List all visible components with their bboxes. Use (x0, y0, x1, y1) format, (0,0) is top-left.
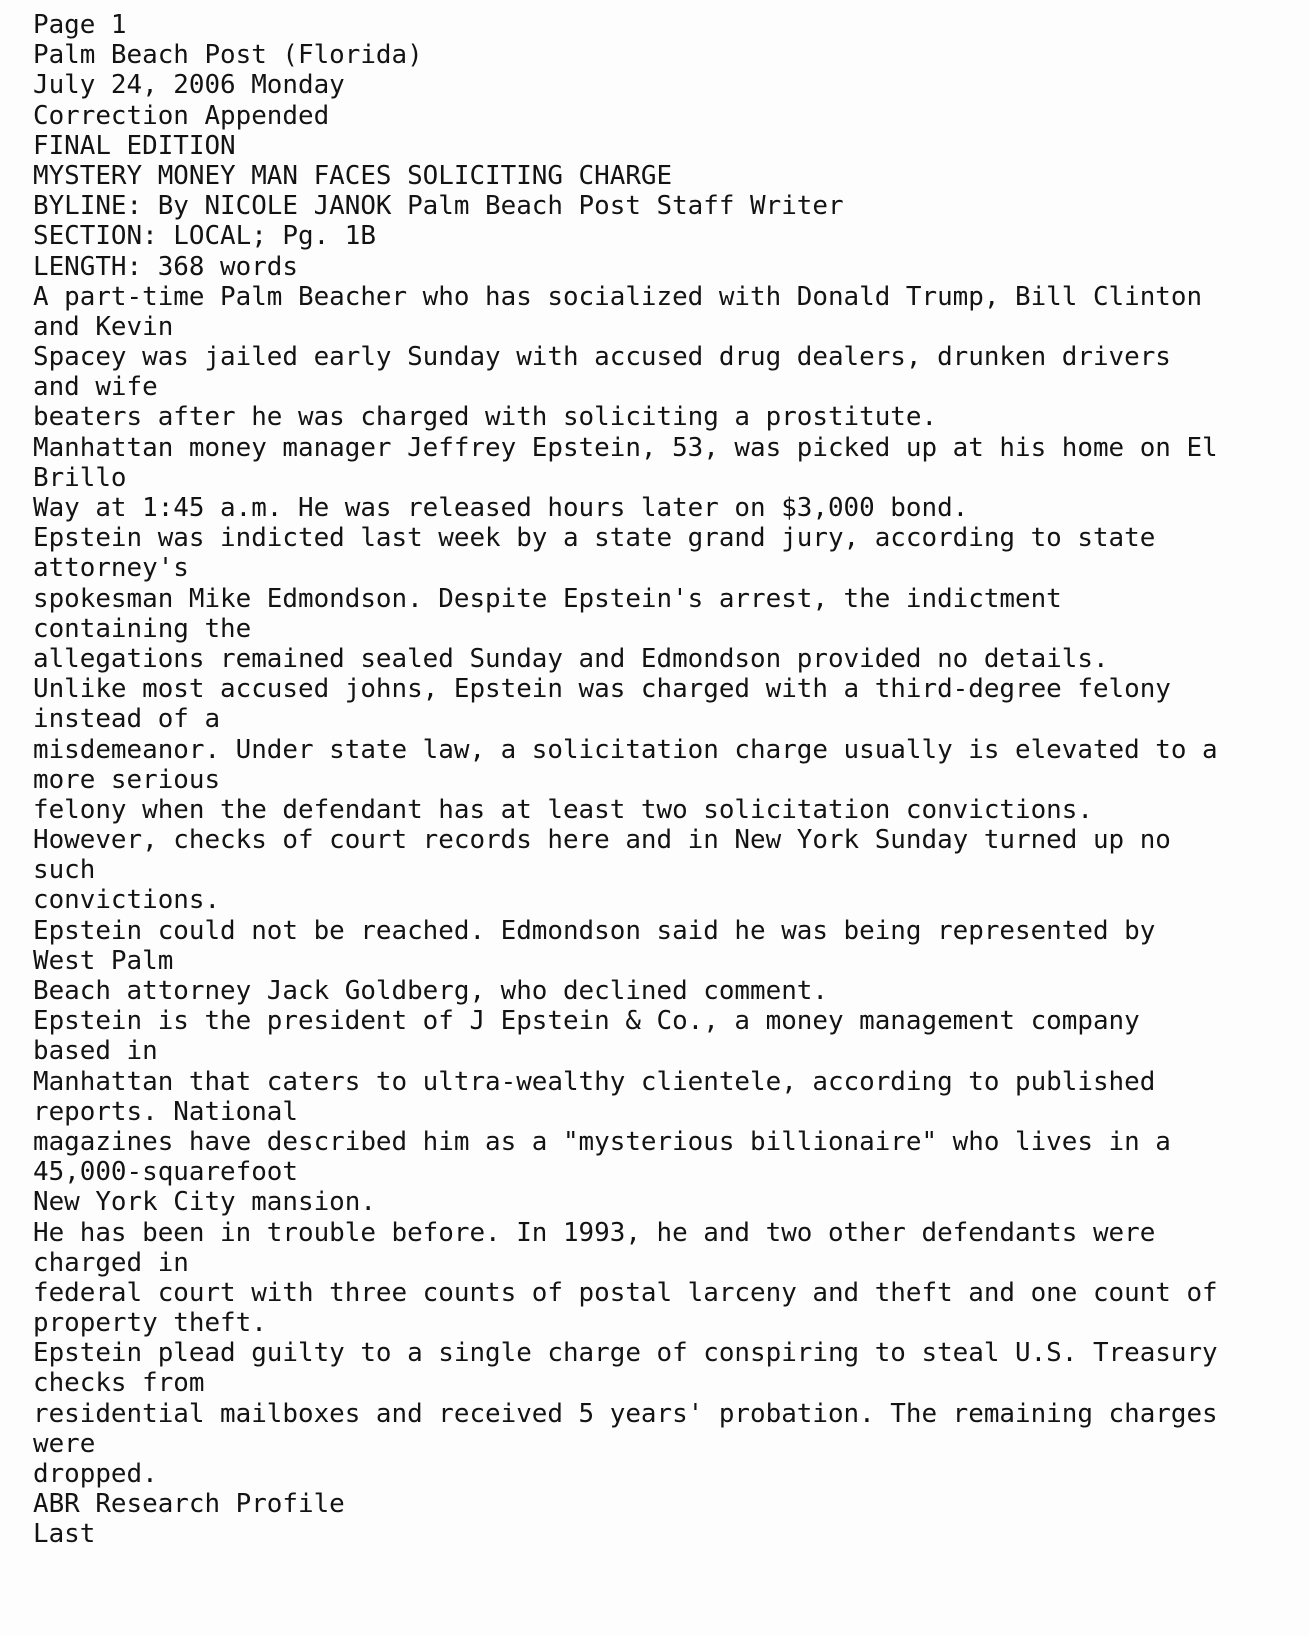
body-line: New York City mansion. (33, 1187, 376, 1218)
section-line: SECTION: LOCAL; Pg. 1B (33, 221, 376, 252)
body-line: Epstein could not be reached. Edmondson said he was being represented by (33, 915, 1156, 946)
body-line: Manhattan money manager Jeffrey Epstein, 53, was picked up at his home on El (33, 432, 1218, 463)
body-line: dropped. (33, 1459, 158, 1489)
correction-line: Correction Appended (33, 100, 330, 131)
body-line: more serious (33, 764, 221, 795)
body-line: attorney's (33, 553, 189, 584)
body-line: Epstein is the president of J Epstein & Co., a money management company (33, 1006, 1140, 1037)
body-line: West Palm (33, 945, 174, 976)
body-line: He has been in trouble before. In 1993, he and two other defendants were (33, 1217, 1156, 1248)
body-line: spokesman Mike Edmondson. Despite Epstein's arrest, the indictment (33, 583, 1062, 614)
body-line: Brillo (33, 462, 127, 493)
body-line: felony when the defendant has at least two solicitation convictions. (33, 794, 1093, 825)
body-line: containing the (33, 613, 252, 644)
body-line: Epstein was indicted last week by a state grand jury, according to state (33, 523, 1156, 554)
body-line: based in (33, 1036, 158, 1067)
headline-line: MYSTERY MONEY MAN FACES SOLICITING CHARGE (33, 160, 673, 191)
body-line: beaters after he was charged with soliciting a prostitute. (33, 402, 938, 433)
body-line: However, checks of court records here and in New York Sunday turned up no (33, 825, 1171, 856)
body-line: allegations remained sealed Sunday and Edmondson provided no details. (33, 643, 1109, 674)
abr-profile-line: ABR Research Profile (33, 1489, 345, 1520)
page-number-line: Page 1 (33, 10, 127, 40)
body-line: and Kevin (33, 311, 174, 342)
article-text-block (33, 10, 1289, 1550)
body-line: and wife (33, 372, 158, 403)
byline-line: BYLINE: By NICOLE JANOK Palm Beach Post Staff Writer (33, 191, 844, 222)
length-line: LENGTH: 368 words (33, 251, 298, 282)
body-line: Manhattan that caters to ultra-wealthy clientele, according to published (33, 1066, 1156, 1097)
body-line: Spacey was jailed early Sunday with accused drug dealers, drunken drivers (33, 342, 1171, 373)
body-line: convictions. (33, 885, 221, 916)
body-line: checks from (33, 1368, 205, 1399)
body-line: charged in (33, 1247, 189, 1278)
body-line: reports. National (33, 1096, 298, 1127)
body-line: A part-time Palm Beacher who has socialized with Donald Trump, Bill Clinton (33, 281, 1203, 312)
body-line: Epstein plead guilty to a single charge of conspiring to steal U.S. Treasury (33, 1338, 1218, 1369)
body-line: property theft. (33, 1308, 267, 1339)
last-line: Last (33, 1519, 96, 1550)
body-line: residential mailboxes and received 5 years' probation. The remaining charges (33, 1398, 1218, 1429)
body-line: misdemeanor. Under state law, a solicitation charge usually is elevated to a (33, 734, 1218, 765)
body-line: such (33, 855, 96, 886)
body-line: federal court with three counts of postal larceny and theft and one count of (33, 1277, 1218, 1308)
body-line: Way at 1:45 a.m. He was released hours later on $3,000 bond. (33, 493, 969, 523)
date-line: July 24, 2006 Monday (33, 70, 345, 101)
body-line: Unlike most accused johns, Epstein was charged with a third-degree felony (33, 674, 1171, 705)
publication-line: Palm Beach Post (Florida) (33, 40, 423, 71)
edition-line: FINAL EDITION (33, 130, 236, 161)
body-line: were (33, 1428, 96, 1459)
body-line: instead of a (33, 704, 221, 735)
body-line: magazines have described him as a "mysterious billionaire" who lives in a (33, 1126, 1171, 1157)
body-line: 45,000-squarefoot (33, 1157, 298, 1188)
body-line: Beach attorney Jack Goldberg, who declined comment. (33, 976, 828, 1006)
